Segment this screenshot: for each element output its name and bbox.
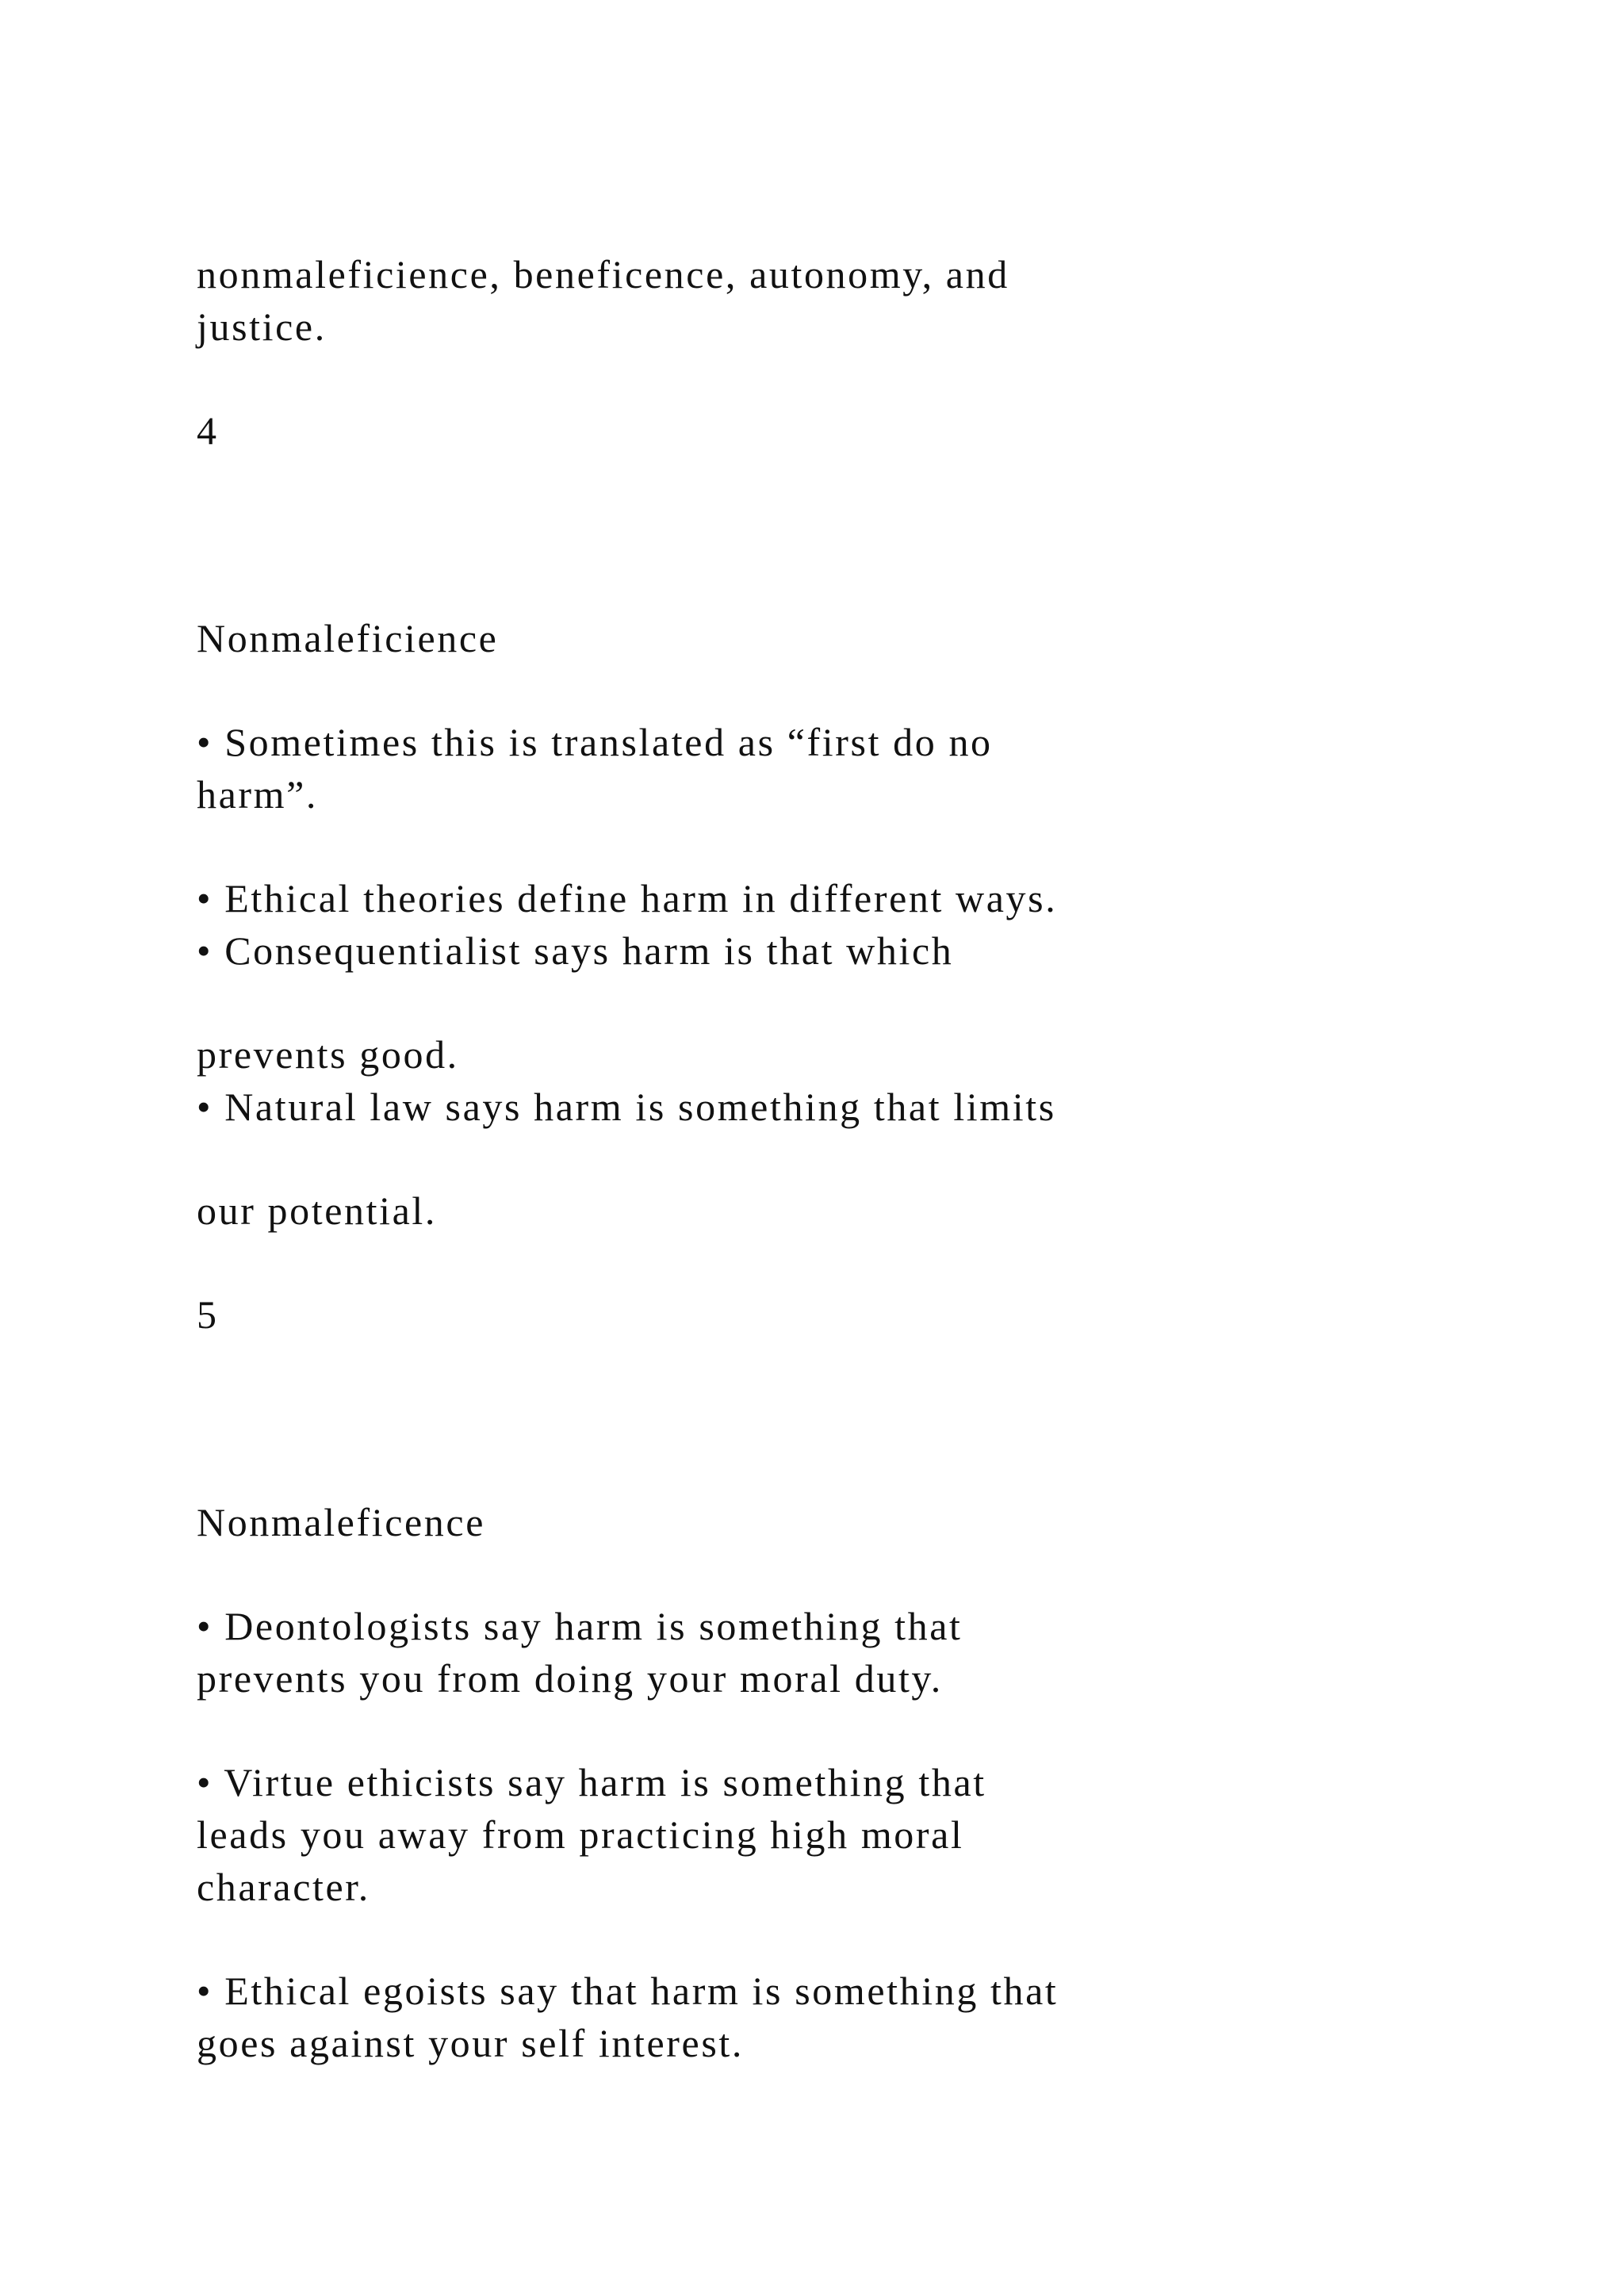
page-number: 5 [197,1292,219,1337]
bullet-text-line: • Consequentialist says harm is that which [197,928,954,973]
bullet-text-line: • Ethical egoists say that harm is something that [197,1969,1059,2013]
bullet-text-line: leads you away from practicing high moral [197,1812,964,1857]
section-heading: Nonmaleficence [197,1500,485,1544]
bullet-text-line: goes against your self interest. [197,2021,744,2065]
bullet-text-line: • Deontologists say harm is something that [197,1604,963,1648]
bullet-text-line: • Virtue ethicists say harm is something that [197,1760,986,1804]
bullet-text-line: harm”. [197,772,319,817]
intro-text-line: justice. [197,304,327,349]
bullet-text-line: • Sometimes this is translated as “first do no [197,720,993,764]
section-heading: Nonmaleficience [197,616,499,660]
bullet-text-line: • Natural law says harm is something that limits [197,1085,1056,1129]
bullet-text-line: our potential. [197,1188,438,1233]
bullet-text-line: • Ethical theories define harm in different ways. [197,876,1058,920]
page-number: 4 [197,408,219,453]
bullet-text-line: character. [197,1865,370,1909]
bullet-text-line: prevents good. [197,1032,459,1077]
bullet-text-line: prevents you from doing your moral duty. [197,1656,943,1701]
intro-text-line: nonmaleficience, beneficence, autonomy, and [197,252,1009,297]
